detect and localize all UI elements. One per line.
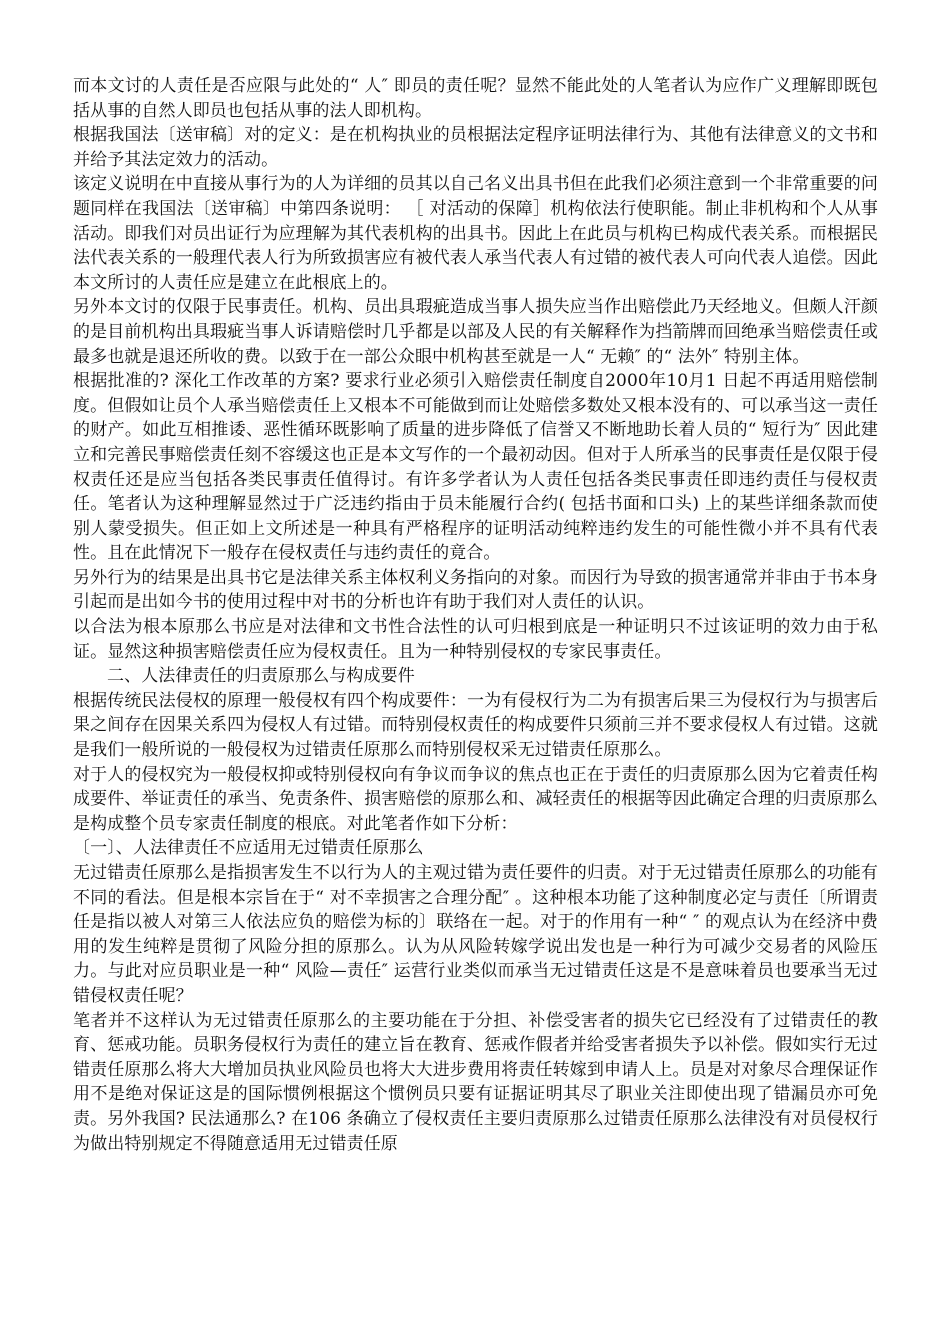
subsection-heading: 〔一〕、人法律责任不应适用无过错责任原那么	[73, 838, 424, 859]
paragraph-8: 根据传统民法侵权的原理一般侵权有四个构成要件：一为有侵权行为二为有损害后果三为侵权行为与损害后果之间存在因果关系四为侵权人有过错。而特别侵权责任的构成要件只须前三并不要求侵权人有过错。这就是我们一般所说的一般侵权为过错责任原那么而特别侵权采无过错责任原那么。	[73, 690, 878, 761]
paragraph-4: 另外本文讨的仅限于民事责任。机构、员出具瑕疵造成当事人损失应当作出赔偿此乃天经地义。但颇人汗颜的是目前机构出具瑕疵当事人诉请赔偿时几乎都是以部及人民的有关解释作为挡箭牌而回绝承当赔偿责任或最多也就是退还所收的费。以致于在一部公众眼中机构甚至就是一人“ 无赖″ 的“ 法外″ 特别主体。	[73, 297, 878, 367]
paragraph-9: 对于人的侵权究为一般侵权抑或特别侵权向有争议而争议的焦点也正在于责任的归责原那么因为它着责任构成要件、举证责任的承当、免责条件、损害赔偿的原那么和、减轻责任的根据等因此确定合理的归责原那么是构成整个员专家责任制度的根底。对此笔者作如下分析：	[73, 764, 878, 834]
paragraph-11: 笔者并不这样认为无过错责任原那么的主要功能在于分担、补偿受害者的损失它已经没有了过错责任的教育、惩戒功能。员职务侵权行为责任的建立旨在教育、惩戒作假者并给受害者损失予以补偿。假如实行无过错责任原那么将大大增加员执业风险员也将大大进步费用将责任转嫁到申请人上。员是对对象尽合理保证作用不是绝对保证这是的国际惯例根据这个惯例员只要有证据证明其尽了职业关注即使出现了错漏员亦可免责。另外我国? 民法通那么? 在106 条确立了侵权责任主要归责原那么过错责任原那么法律没有对员侵权行为做出特别规定不得随意适用无过错责任原	[73, 1010, 878, 1154]
paragraph-7: 以合法为根本原那么书应是对法律和文书性合法性的认可归根到底是一种证明只不过该证明的效力由于私证。显然这种损害赔偿责任应为侵权责任。且为一种特别侵权的专家民事责任。	[73, 617, 878, 662]
paragraph-1: 而本文讨的人责任是否应限与此处的“ 人″ 即员的责任呢？显然不能此处的人笔者认为应作广义理解即既包括从事的自然人即员也包括从事的法人即机构。	[73, 76, 878, 121]
paragraph-6: 另外行为的结果是出具书它是法律关系主体权利义务指向的对象。而因行为导致的损害通常并非由于书本身引起而是出如今书的使用过程中对书的分析也许有助于我们对人责任的认识。	[73, 567, 878, 613]
section-heading: 二、人法律责任的归责原那么与构成要件	[107, 666, 415, 687]
paragraph-5: 根据批准的? 深化工作改革的方案? 要求行业必须引入赔偿责任制度自2000年10月1 日起不再适用赔偿制度。但假如让员个人承当赔偿责任上又根本不可能做到而让处赔偿多数处又根本没有的、可以承当这一责任的财产。如此互相推诿、恶性循环既影响了质量的进步降低了信誉又不断地助长着人员的“ 短行为″ 因此建立和完善民事赔偿责任刻不容缓这也正是本文写作的一个最初动因。但对于人所承当的民事责任是仅限于侵权责任还是应当包括各类民事责任值得讨。有许多学者认为人责任包括各类民事责任即违约责任与侵权责任。笔者认为这种理解显然过于广泛违约指由于员未能履行合约( 包括书面和口头) 上的某些详细条款而使别人蒙受损失。但正如上文所述是一种具有严格程序的证明活动纯粹违约发生的可能性微小并不具有代表性。且在此情况下一般存在侵权责任与违约责任的竟合。	[73, 371, 878, 564]
paragraph-3: 该定义说明在中直接从事行为的人为详细的员其以自己名义出具书但在此我们必须注意到一个非常重要的问题同样在我国法〔送审稿〕中第四条说明： ［ 对活动的保障］机构依法行使职能。制止非机构和个人从事活动。即我们对员出证行为应理解为其代表机构的出具书。因此上在此员与机构已构成代表关系。而根据民法代表关系的一般理代表人行为所致损害应有被代表人承当代表人有过错的被代表人可向代表人追偿。因此本文所讨的人责任应是建立在此根底上的。	[73, 174, 878, 293]
document-page	[73, 74, 878, 1156]
paragraph-10: 无过错责任原那么是指损害发生不以行为人的主观过错为责任要件的归责。对于无过错责任原那么的功能有不同的看法。但是根本宗旨在于“ 对不幸损害之合理分配″ 。这种根本功能了这种制度必定与责任〔所谓责任是指以被人对第三人依法应负的赔偿为标的〕联络在一起。对于的作用有一种“ ″ 的观点认为在经济中费用的发生纯粹是贯彻了风险分担的原那么。认为从风险转嫁学说出发也是一种行为可减少交易者的风险压力。与此对应员职业是一种“ 风险—责任″ 运营行业类似而承当无过错责任这是不是意味着员也要承当无过错侵权责任呢？	[73, 863, 878, 1006]
paragraph-2: 根据我国法〔送审稿〕对的定义：是在机构执业的员根据法定程序证明法律行为、其他有法律意义的文书和并给予其法定效力的活动。	[73, 125, 878, 170]
